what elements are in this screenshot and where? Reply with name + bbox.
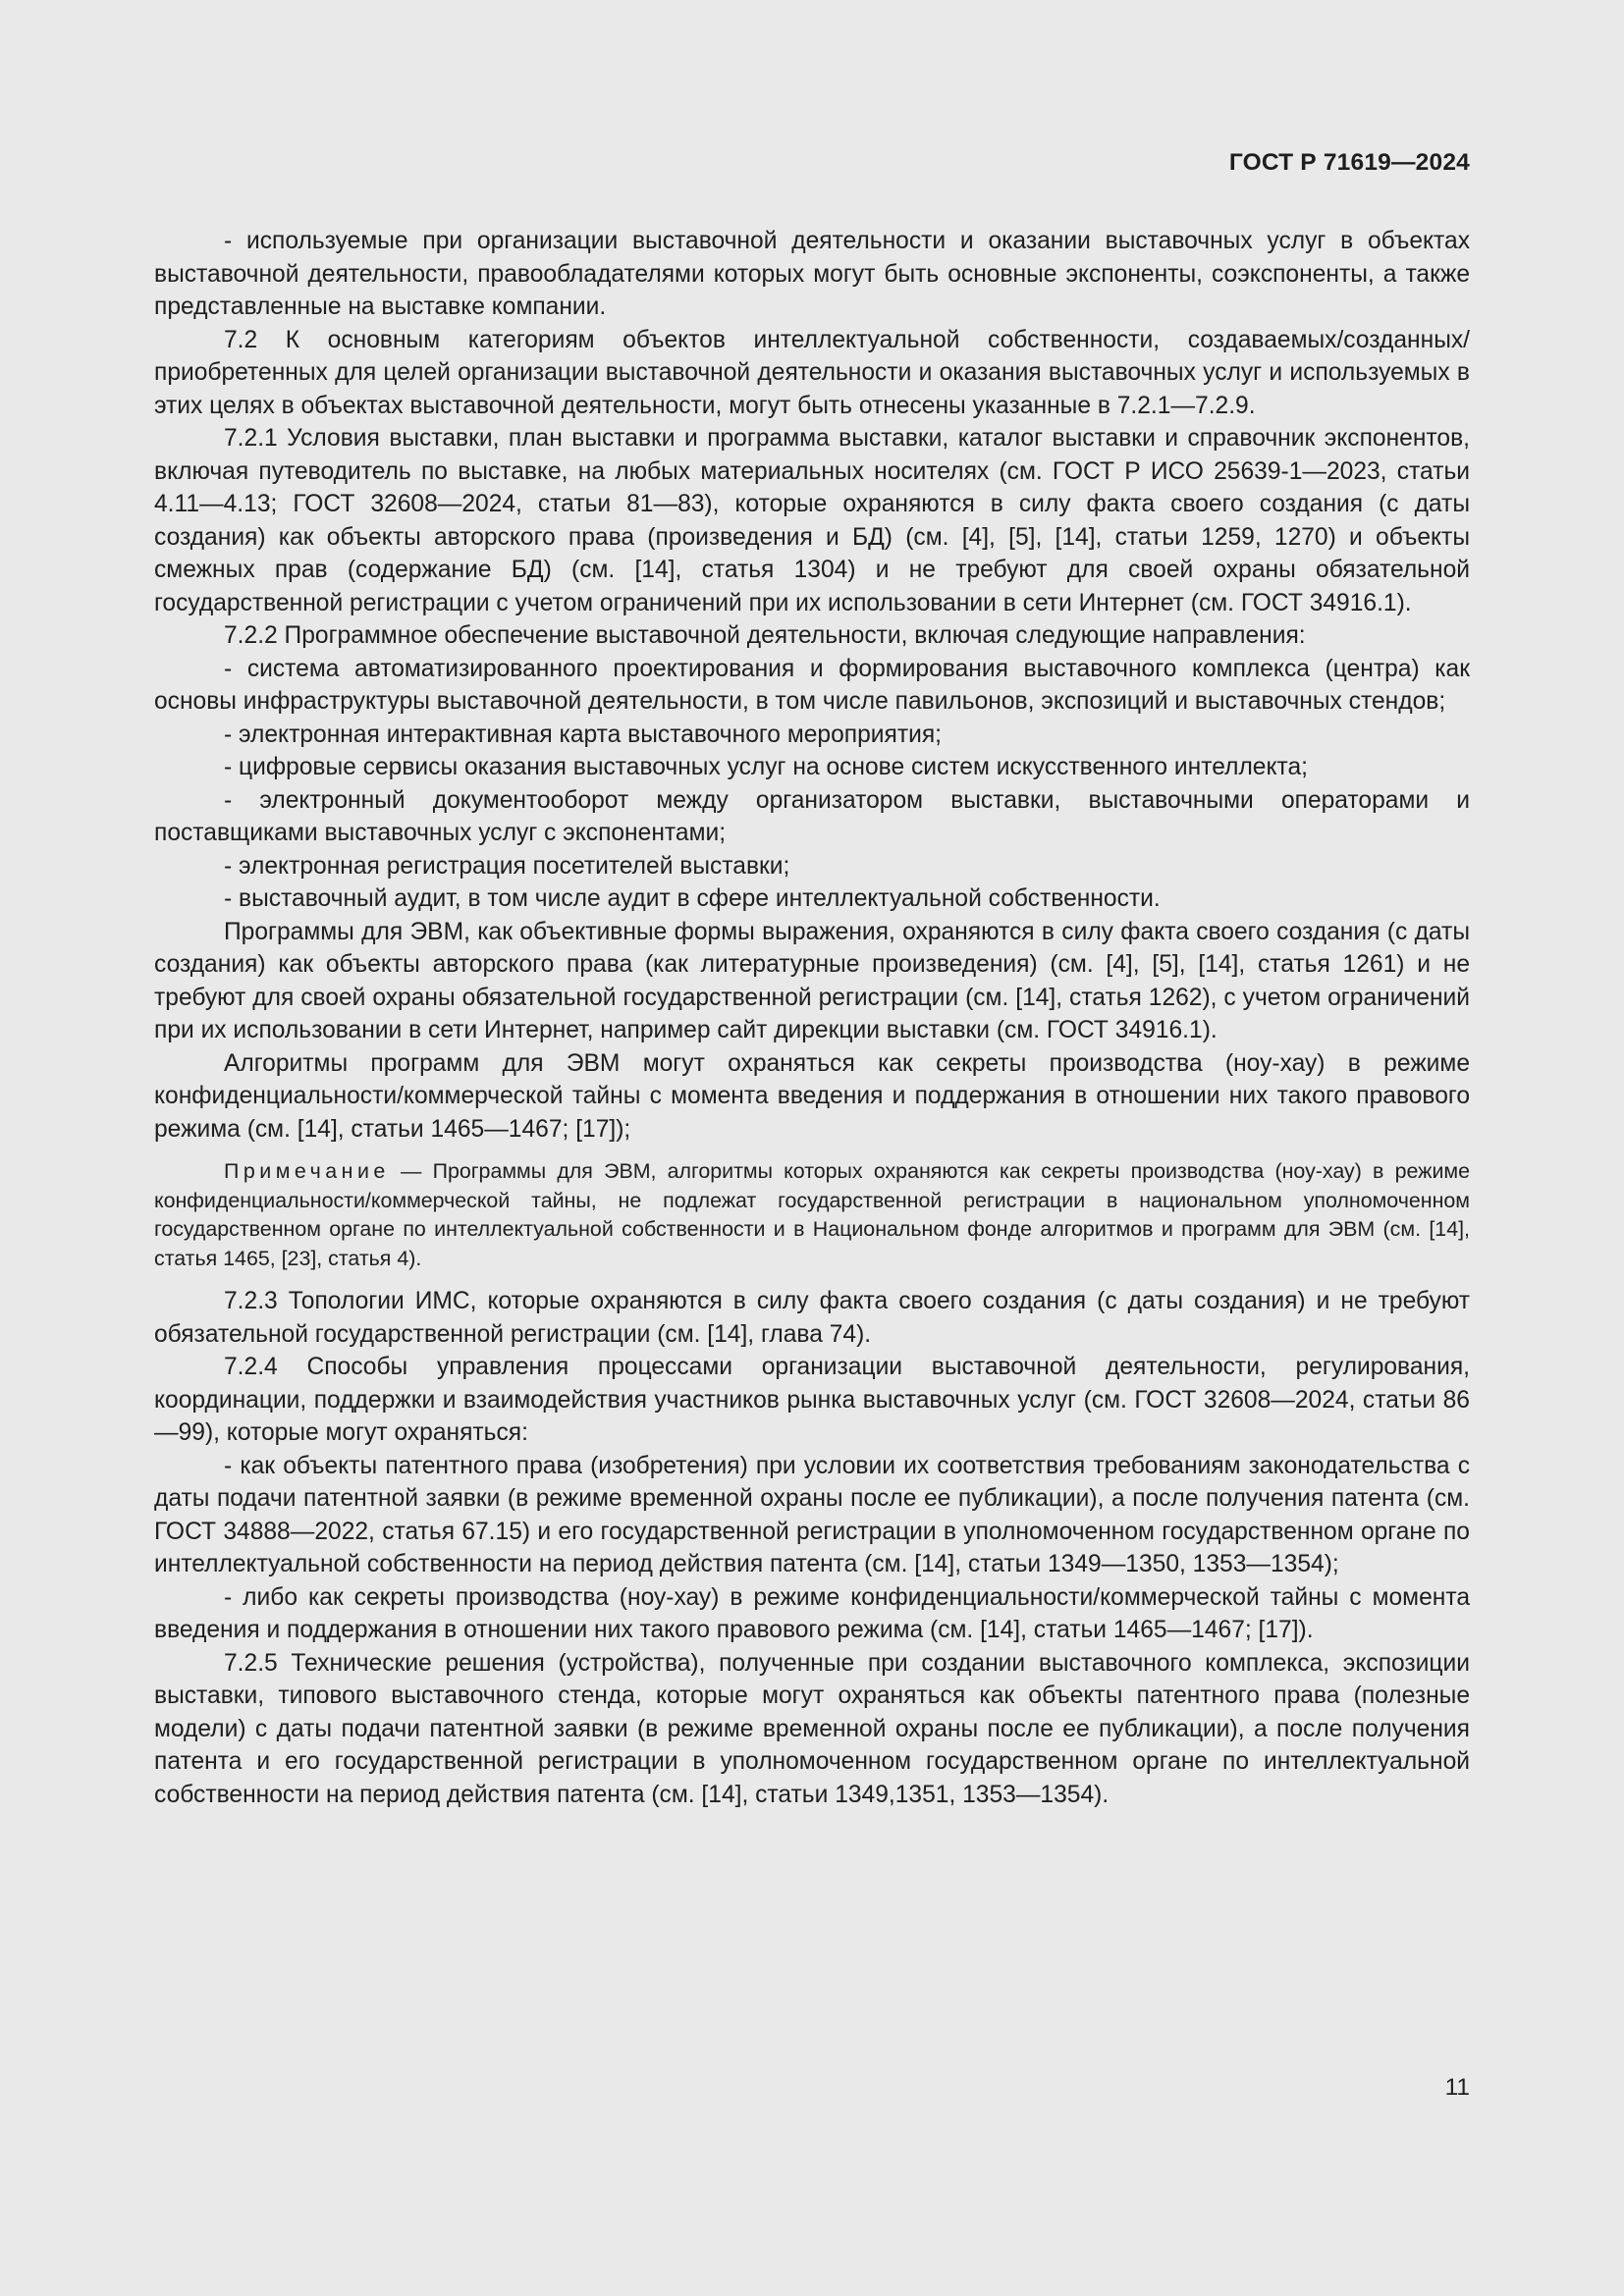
paragraph-7-2-2: 7.2.2 Программное обеспечение выставочной деятельности, включая следующие направления: xyxy=(224,622,1306,649)
list-item: - электронная интерактивная карта выставочного мероприятия; xyxy=(224,721,942,748)
paragraph-7-2-4: 7.2.4 Способы управления процессами организации выставочной деятельности, регулирования, координации, поддержки и взаимодействия участников рынка выставочных услуг (см. ГОСТ 32608—2024, статьи 86—99), которые могут охраняться: xyxy=(154,1354,1470,1446)
note xyxy=(154,1157,1470,1273)
list-item: - как объекты патентного права (изобретения) при условии их соответствия требованиям законодательства с даты подачи патентной заявки (в режиме временной охраны после ее публикации), а после получения патента (см. ГОСТ 34888—2022, статья 67.15) и его государственной регистрации в уполномоченном государственном органе по интеллектуальной собственности на период действия патента (см. [14], статьи 1349—1350, 1353—1354); xyxy=(154,1452,1470,1577)
note-text: — Программы для ЭВМ, алгоритмы которых охраняются как секреты производства (ноу-хау) в режиме конфиденциальности/коммерческой тайны, не подлежат государственной регистрации в национальном уполномоченном государственном органе по интеллектуальной собственности и в Национальном фонде алгоритмов и программ для ЭВМ (см. [14], статья 1465, [23], статья 4). xyxy=(154,1159,1470,1270)
list-item: - электронная регистрация посетителей выставки; xyxy=(224,852,790,880)
paragraph-7-2: 7.2 К основным категориям объектов интеллектуальной собственности, создаваемых/созданных/приобретенных для целей организации выставочной деятельности и оказания выставочных услуг и используемых в этих целях в объектах выставочной деятельности, могут быть отнесены указанные в 7.2.1—7.2.9. xyxy=(154,326,1470,419)
note-label: Примечание xyxy=(224,1159,390,1183)
list-item: - выставочный аудит, в том числе аудит в сфере интеллектуальной собственности. xyxy=(224,885,1161,912)
paragraph-7-2-3: 7.2.3 Топологии ИМС, которые охраняются в силу факта своего создания (с даты создания) и не требуют обязательной государственной регистрации (см. [14], глава 74). xyxy=(154,1288,1470,1348)
list-item: - система автоматизированного проектирования и формирования выставочного комплекса (центра) как основы инфраструктуры выставочной деятельности, в том числе павильонов, экспозиций и выставочных стендов; xyxy=(154,655,1470,715)
page-number: 11 xyxy=(1444,2074,1470,2101)
paragraph-7-2-5: 7.2.5 Технические решения (устройства), полученные при создании выставочного комплекса, экспозиции выставки, типового выставочного стенда, которые могут охраняться как объекты патентного права (полезные модели) с даты подачи патентной заявки (в режиме временной охраны после ее публикации), а после получения патента и его государственной регистрации в уполномоченном государственном органе по интеллектуальной собственности на период действия патента (см. [14], статьи 1349,1351, 1353—1354). xyxy=(154,1649,1470,1808)
paragraph: Программы для ЭВМ, как объективные формы выражения, охраняются в силу факта своего создания (с даты создания) как объекты авторского права (как литературные произведения) (см. [4], [5], [14], статья 1261) и не требуют для своей охраны обязательной государственной регистрации (см. [14], статья 1262), с учетом ограничений при их использовании в сети Интернет, например сайт дирекции выставки (см. ГОСТ 34916.1). xyxy=(154,918,1470,1043)
list-item: - либо как секреты производства (ноу-хау) в режиме конфиденциальности/коммерческой тайны с момента введения и поддержания в отношении них такого правового режима (см. [14], статьи 1465—1467; [17]). xyxy=(154,1583,1470,1643)
document-standard-number: ГОСТ Р 71619—2024 xyxy=(1228,149,1470,176)
document-body xyxy=(154,225,1470,1811)
paragraph: - используемые при организации выставочной деятельности и оказании выставочных услуг в объектах выставочной деятельности, правообладателями которых могут быть основные экспоненты, соэкспоненты, а также представленные на выставке компании. xyxy=(154,228,1470,320)
list-item: - электронный документооборот между организатором выставки, выставочными операторами и поставщиками выставочных услуг с экспонентами; xyxy=(154,786,1470,846)
paragraph: Алгоритмы программ для ЭВМ могут охраняться как секреты производства (ноу-хау) в режиме конфиденциальности/коммерческой тайны с момента введения и поддержания в отношении них такого правового режима (см. [14], статьи 1465—1467; [17]); xyxy=(154,1049,1470,1143)
list-item: - цифровые сервисы оказания выставочных услуг на основе систем искусственного интеллекта; xyxy=(224,754,1309,780)
paragraph-7-2-1: 7.2.1 Условия выставки, план выставки и программа выставки, каталог выставки и справочник экспонентов, включая путеводитель по выставке, на любых материальных носителях (см. ГОСТ Р ИСО 25639-1—2023, статьи 4.11—4.13; ГОСТ 32608—2024, статьи 81—83), которые охраняются в силу факта своего создания (с даты создания) как объекты авторского права (произведения и БД) (см. [4], [5], [14], статьи 1259, 1270) и объекты смежных прав (содержание БД) (см. [14], статья 1304) и не требуют для своей охраны обязательной государственной регистрации с учетом ограничений при их использовании в сети Интернет (см. ГОСТ 34916.1). xyxy=(154,425,1470,616)
